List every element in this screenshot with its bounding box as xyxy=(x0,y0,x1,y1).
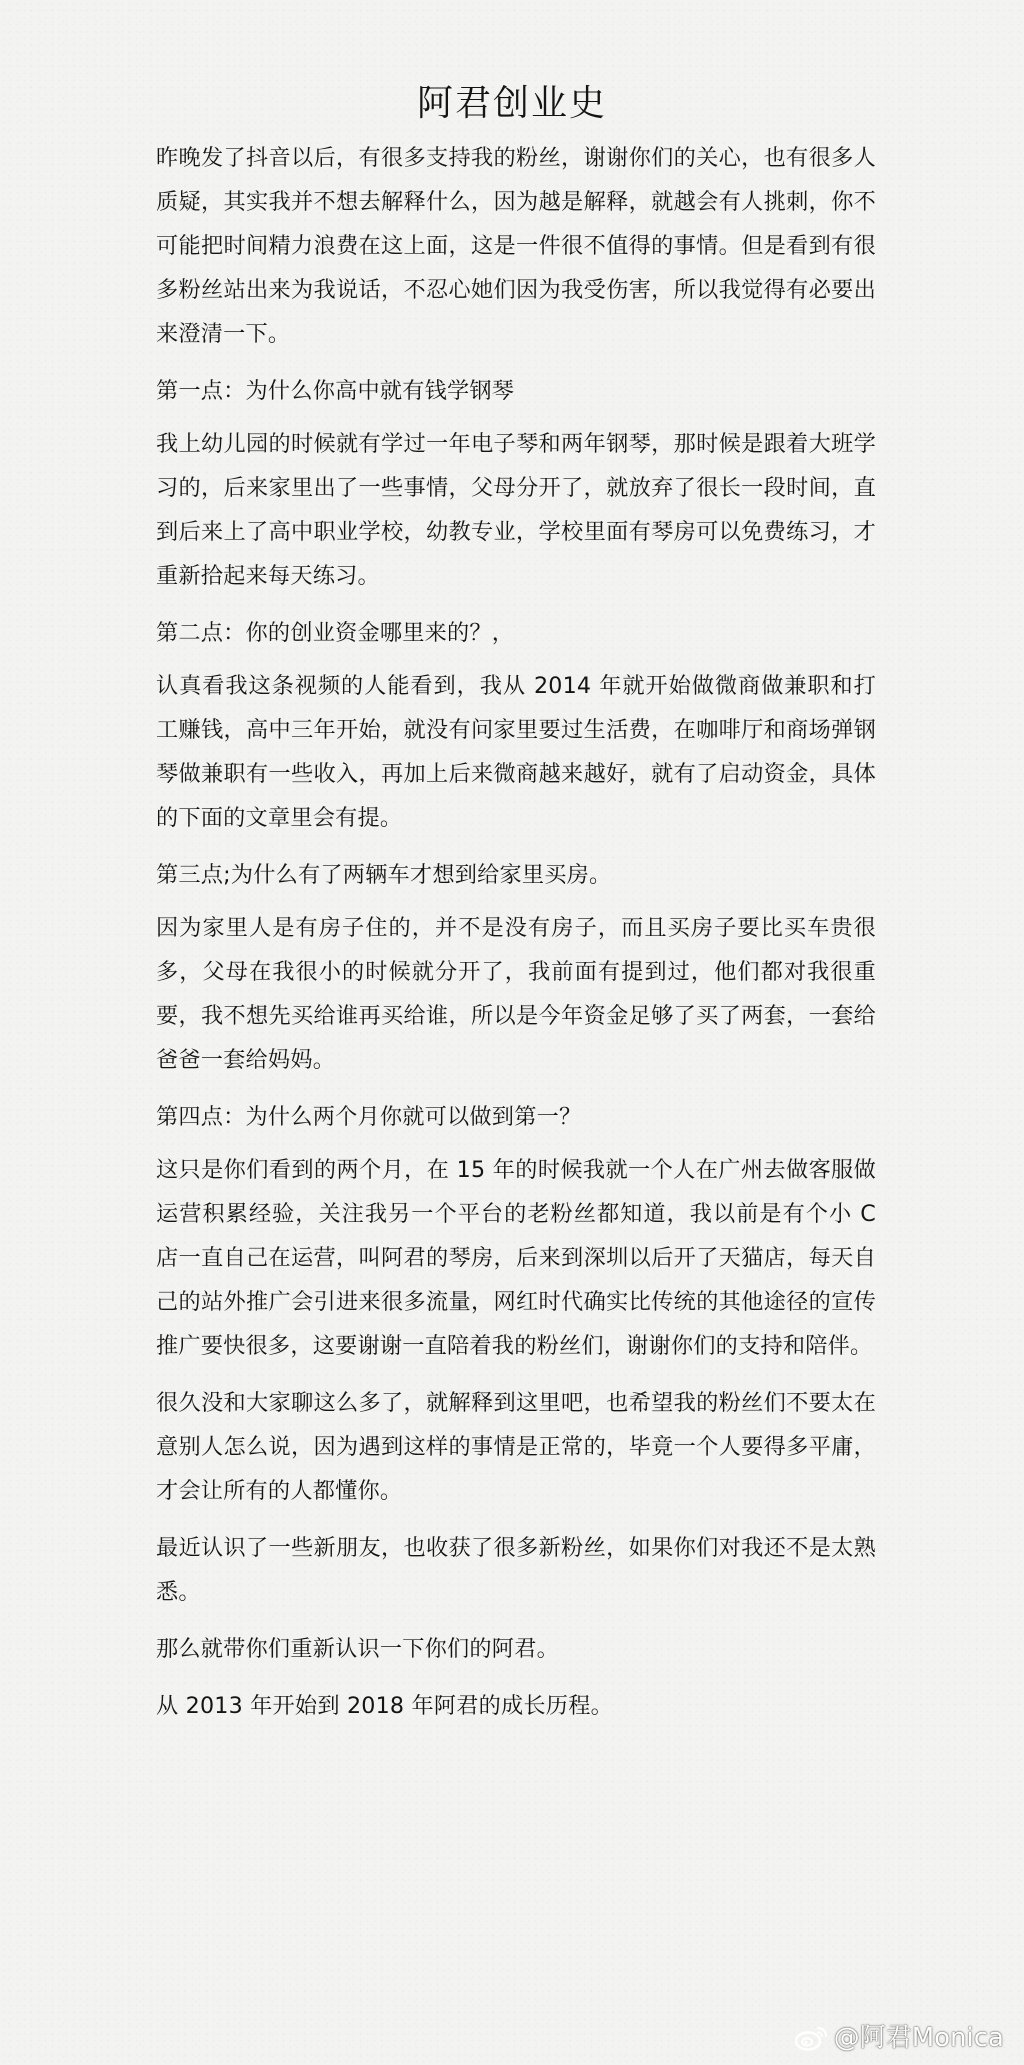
paragraph-point-4: 这只是你们看到的两个月，在 15 年的时候我就一个人在广州去做客服做运营积累经验，关注我另一个平台的老粉丝都知道，我以前是有个小 C 店一直自己在运营，叫阿君的琴房，后来到深圳以后开了天猫店，每天自己的站外推广会引进来很多流量，网红时代确实比传统的其他途径的宣传推广要快很多，这要谢谢一直陪着我的粉丝们，谢谢你们的支持和陪伴。 xyxy=(156,1157,876,1359)
paragraph-closing: 很久没和大家聊这么多了，就解释到这里吧，也希望我的粉丝们不要太在意别人怎么说，因为遇到这样的事情是正常的，毕竟一个人要得多平庸，才会让所有的人都懂你。 xyxy=(156,1390,876,1504)
section-heading-point-1: 第一点：为什么你高中就有钱学钢琴 xyxy=(156,378,515,404)
section-heading-point-4: 第四点：为什么两个月你就可以做到第一？ xyxy=(156,1104,582,1130)
article-body xyxy=(156,136,876,1741)
section-heading-point-2: 第二点：你的创业资金哪里来的？， xyxy=(156,620,515,646)
weibo-watermark xyxy=(794,2021,1004,2055)
section-heading-point-3: 第三点;为什么有了两辆车才想到给家里买房。 xyxy=(156,862,612,888)
paragraph-intro: 昨晚发了抖音以后，有很多支持我的粉丝，谢谢你们的关心，也有很多人质疑，其实我并不想去解释什么，因为越是解释，就越会有人挑刺，你不可能把时间精力浪费在这上面，这是一件很不值得的事情。但是看到有很多粉丝站出来为我说话，不忍心她们因为我受伤害，所以我觉得有必要出来澄清一下。 xyxy=(156,145,876,347)
paragraph-timeline: 从 2013 年开始到 2018 年阿君的成长历程。 xyxy=(156,1693,613,1719)
paragraph-point-2: 认真看我这条视频的人能看到，我从 2014 年就开始做微商做兼职和打工赚钱，高中三年开始，就没有问家里要过生活费，在咖啡厅和商场弹钢琴做兼职有一些收入，再加上后来微商越来越好，就有了启动资金，具体的下面的文章里会有提。 xyxy=(156,673,876,831)
watermark-text: @阿君Monica xyxy=(833,2023,1004,2053)
paragraph-new-friends: 最近认识了一些新朋友，也收获了很多新粉丝，如果你们对我还不是太熟悉。 xyxy=(156,1535,876,1605)
paragraph-point-1: 我上幼儿园的时候就有学过一年电子琴和两年钢琴，那时候是跟着大班学习的，后来家里出了一些事情，父母分开了，就放弃了很长一段时间，直到后来上了高中职业学校，幼教专业，学校里面有琴房可以免费练习，才重新拾起来每天练习。 xyxy=(156,431,876,589)
paragraph-point-3: 因为家里人是有房子住的，并不是没有房子，而且买房子要比买车贵很多，父母在我很小的时候就分开了，我前面有提到过，他们都对我很重要，我不想先买给谁再买给谁，所以是今年资金足够了买了两套，一套给爸爸一套给妈妈。 xyxy=(156,915,876,1073)
article-title: 阿君创业史 xyxy=(416,83,607,124)
paragraph-reintroduce: 那么就带你们重新认识一下你们的阿君。 xyxy=(156,1636,559,1662)
weibo-icon xyxy=(794,2024,828,2052)
